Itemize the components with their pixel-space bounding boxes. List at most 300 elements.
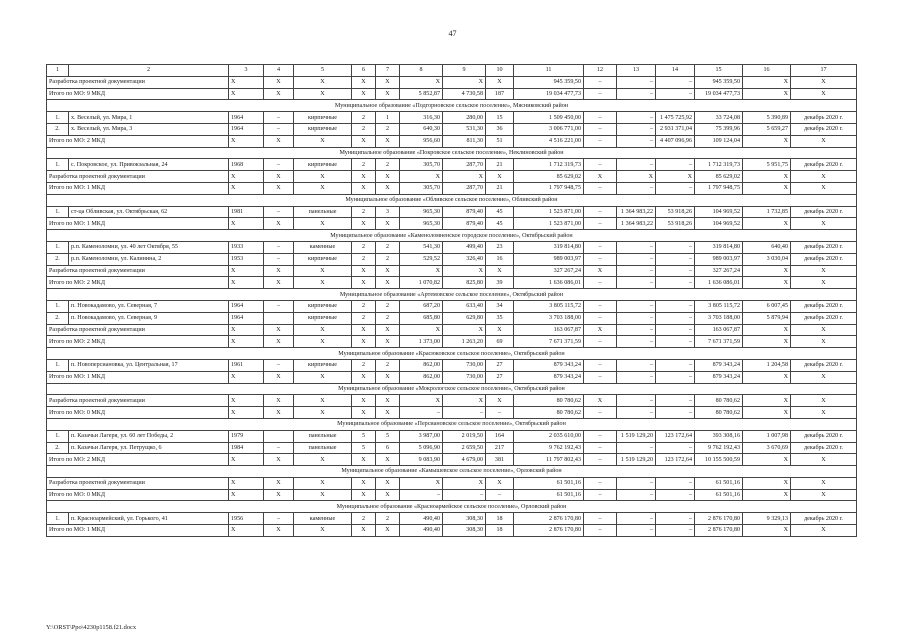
section-header-row [47,194,857,206]
table-cell: 2 [376,123,400,135]
table-cell: – [617,135,656,147]
table-cell: 53 918,26 [656,218,695,230]
table-cell: – [656,336,695,348]
subtotal-row [47,135,857,147]
table-cell: – [656,477,695,489]
table-cell: X [743,477,791,489]
subtotal-label: Итого по МО: 1 МКД [47,371,229,383]
table-cell: – [584,513,617,525]
table-cell: X [584,171,617,183]
table-cell: кирпичные [294,359,352,371]
building-row [47,206,857,218]
table-cell: 2 035 610,00 [514,430,584,442]
table-cell: 1. [47,206,69,218]
table-cell: п. Казачьи Лагеря, ул. Петрущко, 6 [69,442,229,454]
table-cell: панельные [294,430,352,442]
table-cell: X [229,182,264,194]
table-cell: – [617,477,656,489]
table-cell: 879,40 [443,218,486,230]
table-cell: 531,30 [443,123,486,135]
subtotal-label: Итого по МО: 2 МКД [47,277,229,289]
table-cell: 1 263,20 [443,336,486,348]
table-cell: 5 [376,430,400,442]
column-number: 17 [791,65,857,77]
table-cell: 2 [352,159,376,171]
table-cell: 21 [486,182,514,194]
table-cell: – [584,218,617,230]
design-docs-row [47,324,857,336]
table-cell: 7 671 371,59 [695,336,743,348]
section-header-row [47,289,857,301]
table-cell: 18 [486,513,514,525]
table-cell: 2 [352,513,376,525]
table-cell: 1 732,85 [743,206,791,218]
table-cell: – [264,359,294,371]
table-cell: – [656,265,695,277]
table-cell: 2 876 170,80 [514,525,584,537]
table-cell: X [443,265,486,277]
table-cell: – [264,206,294,218]
table-cell: 3 703 188,00 [514,312,584,324]
table-cell: X [294,395,352,407]
table-cell: – [617,442,656,454]
section-header-row [47,466,857,478]
table-cell: 825,80 [443,277,486,289]
table-cell: 2 876 170,80 [695,525,743,537]
table-cell: X [617,171,656,183]
table-cell: 61 501,16 [695,477,743,489]
table-cell: X [376,395,400,407]
table-cell: – [584,277,617,289]
table-cell: 9 083,90 [400,454,443,466]
subtotal-label: Итого по МО: 9 МКД [47,88,229,100]
table-cell: 27 [486,371,514,383]
table-cell: X [443,76,486,88]
table-cell: 2 [352,359,376,371]
table-cell: X [486,265,514,277]
table-cell: – [264,159,294,171]
table-cell: декабрь 2020 г. [791,241,857,253]
table-cell: 381 [486,454,514,466]
table-cell: X [584,324,617,336]
column-number: 10 [486,65,514,77]
table-cell: X [400,265,443,277]
column-number: 7 [376,65,400,77]
table-cell: – [617,359,656,371]
table-cell: X [229,218,264,230]
table-cell: X [229,88,264,100]
table-cell: – [656,371,695,383]
table-cell: 879 343,24 [514,371,584,383]
table-cell: X [229,407,264,419]
table-cell: 3 006 771,00 [514,123,584,135]
subtotal-label: Итого по МО: 0 МКД [47,489,229,501]
table-cell: X [376,277,400,289]
building-row [47,359,857,371]
table-cell [264,312,294,324]
table-cell: X [264,477,294,489]
page-number: 47 [448,29,457,38]
table-cell: р.п. Каменоломни, ул. Калинина, 2 [69,253,229,265]
table-cell: X [376,265,400,277]
table-cell: 1956 [229,513,264,525]
table-cell: 6 [376,442,400,454]
table-cell: декабрь 2020 г. [791,300,857,312]
table-cell: X [791,277,857,289]
table-cell: 9 762 192,43 [695,442,743,454]
table-cell: X [352,265,376,277]
table-cell: X [743,395,791,407]
table-cell: X [791,371,857,383]
table-cell: X [352,395,376,407]
table-cell: 6 007,45 [743,300,791,312]
table-cell: декабрь 2020 г. [791,206,857,218]
table-cell: X [294,477,352,489]
table-cell: – [584,407,617,419]
table-cell: 2 [376,359,400,371]
design-docs-label: Разработка проектной документации [47,324,229,336]
table-cell: 308,30 [443,525,486,537]
table-cell: 7 671 371,59 [514,336,584,348]
table-cell: 19 034 477,73 [514,88,584,100]
table-cell: 80 780,62 [695,407,743,419]
table-cell: – [617,312,656,324]
table-cell: 35 [486,312,514,324]
table-cell: X [294,454,352,466]
table-cell: – [443,489,486,501]
section-title: Муниципальное образование «Каменоломненское городское поселение», Октябрьский район [47,230,857,242]
subtotal-label: Итого по МО: 2 МКД [47,336,229,348]
table-cell: 2 [352,206,376,218]
section-header-row [47,147,857,159]
table-cell: X [294,277,352,289]
table-cell: 4 516 221,00 [514,135,584,147]
table-cell: – [617,300,656,312]
subtotal-row [47,88,857,100]
table-cell: X [791,171,857,183]
subtotal-row [47,454,857,466]
section-title: Муниципальное образование «Камышевское сельское поселение», Орловский район [47,466,857,478]
table-cell: 80 780,62 [514,407,584,419]
table-cell: X [264,371,294,383]
table-cell: 51 [486,135,514,147]
table-cell: X [294,76,352,88]
table-cell: 2. [47,442,69,454]
table-cell: X [791,88,857,100]
subtotal-row [47,407,857,419]
table-cell: 879 343,24 [695,359,743,371]
table-cell: X [376,407,400,419]
design-docs-row [47,477,857,489]
table-cell: 164 [486,430,514,442]
table-cell: 879 343,24 [695,371,743,383]
table-cell: декабрь 2020 г. [791,442,857,454]
table-cell: – [617,76,656,88]
table-cell: 287,70 [443,159,486,171]
subtotal-label: Итого по МО: 1 МКД [47,525,229,537]
table-cell: 1979 [229,430,264,442]
table-cell: 39 [486,277,514,289]
table-cell: 1961 [229,359,264,371]
table-cell: 3 805 115,72 [514,300,584,312]
table-cell: 945 359,50 [695,76,743,88]
table-cell: 685,80 [400,312,443,324]
design-docs-row [47,395,857,407]
column-number: 8 [400,65,443,77]
table-cell: X [791,218,857,230]
table-cell: X [376,135,400,147]
table-cell: – [617,112,656,124]
table-cell: 2. [47,312,69,324]
table-cell: X [352,489,376,501]
subtotal-label: Итого по МО: 1 МКД [47,218,229,230]
column-number: 1 [47,65,69,77]
table-cell: 5 096,90 [400,442,443,454]
table-cell: 1 364 983,22 [617,206,656,218]
table-cell: декабрь 2020 г. [791,112,857,124]
table-cell: X [376,171,400,183]
table-cell: кирпичные [294,253,352,265]
table-cell: 27 [486,359,514,371]
table-cell: 327 267,24 [695,265,743,277]
table-cell: – [443,407,486,419]
section-title: Муниципальное образование «Артемовское сельское поселение», Октябрьский район [47,289,857,301]
table-cell: – [617,371,656,383]
table-cell: X [376,489,400,501]
table-cell: 989 003,97 [514,253,584,265]
table-cell: X [264,76,294,88]
table-cell: 529,52 [400,253,443,265]
table-cell: 1. [47,513,69,525]
table-cell: – [584,112,617,124]
table-cell: 45 [486,218,514,230]
table-cell: – [656,407,695,419]
table-cell: X [294,324,352,336]
table-cell: X [264,265,294,277]
table-cell: X [264,525,294,537]
table-cell: 308,30 [443,513,486,525]
subtotal-label: Итого по МО: 2 МКД [47,454,229,466]
column-number: 16 [743,65,791,77]
table-cell: кирпичные [294,300,352,312]
table-cell: 1 636 086,01 [695,277,743,289]
table-cell: X [376,371,400,383]
table-cell: 2 876 170,80 [514,513,584,525]
table-cell: 1 509 450,00 [514,112,584,124]
table-cell: 2 [376,159,400,171]
table-cell: – [656,300,695,312]
table-cell: X [376,182,400,194]
table-cell: X [791,525,857,537]
table-cell: 11 797 802,43 [514,454,584,466]
table-cell: X [743,454,791,466]
table-cell: кирпичные [294,312,352,324]
table-cell: X [294,135,352,147]
table-cell: X [352,477,376,489]
table-cell: – [584,159,617,171]
table-cell: 80 780,62 [514,395,584,407]
table-cell: п. Новокадамово, ул. Северная, 9 [69,312,229,324]
table-cell: X [791,76,857,88]
subtotal-row [47,489,857,501]
table-cell: – [617,88,656,100]
table-cell: X [352,277,376,289]
table-cell: X [376,454,400,466]
table-cell: 1. [47,359,69,371]
table-cell: р.п. Каменоломни, ул. 40 лет Октября, 55 [69,241,229,253]
table-cell: 1 007,98 [743,430,791,442]
table-cell: X [400,477,443,489]
table-cell: 21 [486,159,514,171]
table-cell: – [584,300,617,312]
table-cell: – [584,336,617,348]
section-header-row [47,383,857,395]
table-cell: – [400,407,443,419]
table-cell: X [743,135,791,147]
table-cell: 1 070,82 [400,277,443,289]
table-cell: X [743,525,791,537]
table-cell: X [486,395,514,407]
table-cell: – [617,513,656,525]
building-row [47,513,857,525]
table-cell: 393 308,16 [695,430,743,442]
table-cell: 34 [486,300,514,312]
table-cell: 15 [486,112,514,124]
table-cell: панельные [294,206,352,218]
table-cell: каменные [294,241,352,253]
table-cell: X [443,395,486,407]
table-cell: 730,00 [443,371,486,383]
table-cell: декабрь 2020 г. [791,359,857,371]
column-number: 13 [617,65,656,77]
table-cell: 1 204,58 [743,359,791,371]
table-cell: X [376,76,400,88]
column-number: 9 [443,65,486,77]
table-cell: X [791,182,857,194]
table-cell: – [617,336,656,348]
building-row [47,112,857,124]
column-number: 12 [584,65,617,77]
table-cell: X [352,371,376,383]
table-cell: 1. [47,159,69,171]
column-number: 3 [229,65,264,77]
table-cell: 187 [486,88,514,100]
table-cell: 879 343,24 [514,359,584,371]
table-cell: X [352,182,376,194]
table-cell: каменные [294,513,352,525]
design-docs-row [47,171,857,183]
building-row [47,253,857,265]
table-cell: – [584,359,617,371]
table-cell: 1964 [229,123,264,135]
table-cell: – [584,525,617,537]
table-cell: – [264,442,294,454]
table-cell: 61 501,16 [695,489,743,501]
table-cell: – [656,241,695,253]
building-row [47,300,857,312]
table-cell: – [584,76,617,88]
table-cell: 1 712 319,73 [695,159,743,171]
table-cell: X [584,395,617,407]
table-cell: 287,70 [443,182,486,194]
table-cell: X [376,477,400,489]
column-number-row [47,65,857,77]
table-cell: 956,60 [400,135,443,147]
table-cell: X [294,265,352,277]
table-cell: – [617,489,656,501]
table-cell: X [229,76,264,88]
table-cell: – [656,76,695,88]
table-cell: 3 805 115,72 [695,300,743,312]
subtotal-row [47,277,857,289]
table-cell: – [264,112,294,124]
table-cell: X [294,371,352,383]
table-cell: X [443,171,486,183]
table-cell: 163 067,87 [514,324,584,336]
section-title: Муниципальное образование «Обливское сельское поселение», Обливский район [47,194,857,206]
table-cell: х. Веселый, ул. Мира, 3 [69,123,229,135]
table-cell: 1 475 725,92 [656,112,695,124]
table-cell: 965,30 [400,218,443,230]
table-cell: 305,70 [400,182,443,194]
table-cell: X [791,336,857,348]
table-cell: – [584,123,617,135]
table-cell: 1. [47,112,69,124]
table-cell: 3 030,04 [743,253,791,265]
table-cell: декабрь 2020 г. [791,253,857,265]
table-cell: X [743,182,791,194]
table-cell: 1981 [229,206,264,218]
table-cell: 730,00 [443,359,486,371]
table-cell: х. Веселый, ул. Мира, 1 [69,112,229,124]
table-cell: 687,20 [400,300,443,312]
table-cell: X [743,76,791,88]
table-cell: X [294,336,352,348]
table-cell: X [294,88,352,100]
table-cell: X [264,324,294,336]
table-cell: 1. [47,241,69,253]
table-cell: 862,00 [400,371,443,383]
table-cell: X [229,454,264,466]
table-cell: 104 969,52 [695,206,743,218]
table-cell: X [791,454,857,466]
design-docs-row [47,265,857,277]
table-cell: X [486,76,514,88]
table-cell: 123 172,64 [656,430,695,442]
table-cell: X [229,477,264,489]
subtotal-row [47,182,857,194]
table-cell: 1964 [229,312,264,324]
table-cell: 945 359,50 [514,76,584,88]
table-cell: X [229,324,264,336]
table-cell: X [743,277,791,289]
table-cell: X [264,454,294,466]
column-number: 15 [695,65,743,77]
table-cell: 1. [47,430,69,442]
table-cell: 61 501,16 [514,477,584,489]
table-cell: кирпичные [294,159,352,171]
table-cell: 1933 [229,241,264,253]
table-cell: 1984 [229,442,264,454]
table-cell: – [656,159,695,171]
table-cell: 2 [376,312,400,324]
table-cell: – [584,206,617,218]
table-cell: 1 712 319,73 [514,159,584,171]
table-cell: 5 [352,430,376,442]
table-cell: – [584,253,617,265]
table-cell: с. Покровское, ул. Привокзальная, 24 [69,159,229,171]
table-cell: X [294,182,352,194]
